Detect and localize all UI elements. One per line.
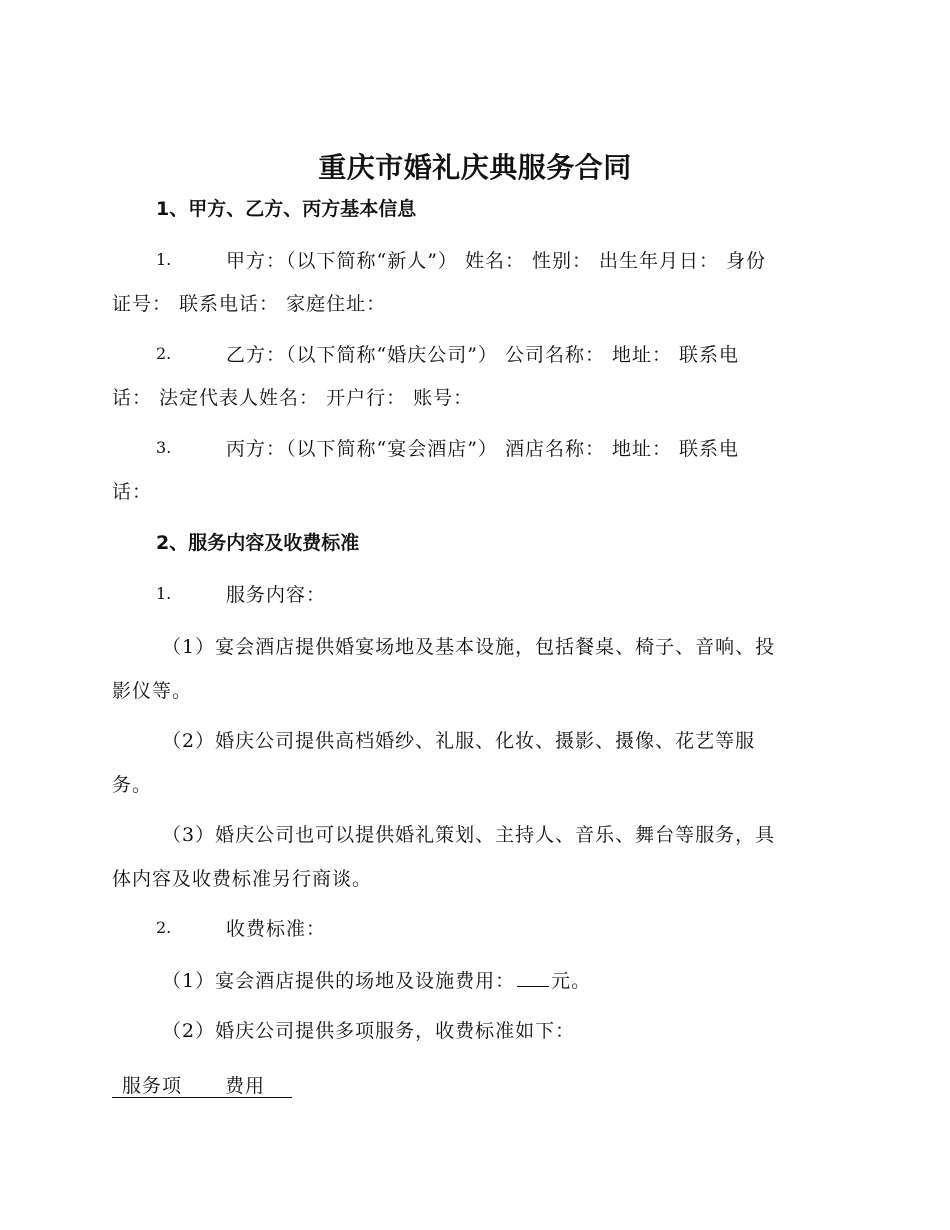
amount-blank[interactable] (517, 968, 549, 987)
party-a-line-1: 甲方：（以下简称“新人”） 姓名： 性别： 出生年月日： 身份 (226, 250, 767, 272)
item-number: 2. (156, 918, 172, 937)
fee-standard-label: 收费标准： (226, 918, 327, 940)
party-c-line-2: 话： (112, 481, 153, 503)
party-b-line-2: 话： 法定代表人姓名： 开户行： 账号： (112, 387, 474, 409)
service-content-label: 服务内容： (226, 584, 327, 606)
party-c-line-1: 丙方：（以下简称“宴会酒店”） 酒店名称： 地址： 联系电 (226, 438, 740, 460)
fee-item-1-text: （1）宴会酒店提供的场地及设施费用： (162, 970, 516, 992)
service-para-3-line-2: 体内容及收费标准另行商谈。 (112, 868, 373, 890)
service-para-2-line-2: 务。 (112, 774, 153, 796)
section-2-heading: 2、服务内容及收费标准 (156, 532, 360, 554)
service-para-3-line-1: （3）婚庆公司也可以提供婚礼策划、主持人、音乐、舞台等服务，具 (162, 824, 776, 846)
fee-item-2: （2）婚庆公司提供多项服务，收费标准如下： (162, 1020, 576, 1042)
fee-item-1 (162, 966, 591, 993)
fee-item-1-unit: 元。 (551, 970, 592, 992)
item-number: 1. (156, 584, 172, 603)
item-number: 3. (156, 438, 172, 457)
service-para-2-line-1: （2）婚庆公司提供高档婚纱、礼服、化妆、摄影、摄像、花艺等服 (162, 730, 756, 752)
service-para-1-line-1: （1）宴会酒店提供婚宴场地及基本设施，包括餐桌、椅子、音响、投 (162, 636, 776, 658)
item-number: 2. (156, 344, 172, 363)
section-1-heading: 1、甲方、乙方、丙方基本信息 (156, 198, 417, 220)
table-header-service: 服务项 (122, 1075, 183, 1097)
document-title: 重庆市婚礼庆典服务合同 (318, 151, 632, 184)
table-header-fee: 费用 (225, 1075, 266, 1097)
fee-table-header (112, 1071, 292, 1098)
party-a-line-2: 证号： 联系电话： 家庭住址： (112, 293, 387, 315)
item-number: 1. (156, 250, 172, 269)
party-b-line-1: 乙方：（以下简称“婚庆公司”） 公司名称： 地址： 联系电 (226, 344, 740, 366)
service-para-1-line-2: 影仪等。 (112, 680, 193, 702)
